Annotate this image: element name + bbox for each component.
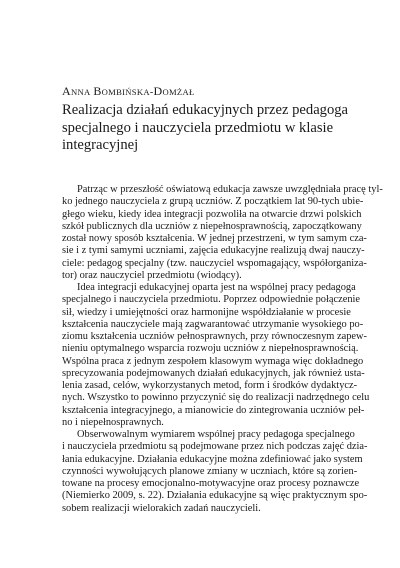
title-line: integracyjnej — [62, 137, 139, 153]
text-line: Wspólna praca z jednym zespołem klasowym wymaga więc dokładnego — [62, 355, 364, 367]
text-line: ko jednego nauczyciela z grupą uczniów. Z początkiem lat 90-tych ubie- — [62, 196, 364, 208]
text-line: sprecyzowania podejmowanych działań edukacyjnych, jak również usta- — [62, 367, 365, 379]
text-line: sobem realizacji wielorakich zadań nauczycieli. — [62, 502, 261, 514]
author-name: ANNA BOMBIŃSKA-DOMŻAŁ — [62, 84, 195, 98]
text-line: ziomu kształcenia uczniów pełnosprawnych, przy równoczesnym zapew- — [62, 331, 367, 342]
paragraph-1 — [62, 184, 383, 282]
text-line: nieniu optymalnego wsparcia rozwoju uczniów z niepełnosprawnością. — [62, 343, 359, 355]
text-line: ciele: pedagog specjalny (tzw. nauczyciel wspomagający, współorganiza- — [62, 257, 367, 269]
text-line: towane na procesy emocjonalno-motywacyjne oraz procesy poznawcze — [62, 478, 360, 489]
text-line: kształcenia nauczyciele mają zagwarantować utrzymanie wysokiego po- — [62, 318, 364, 330]
text-line: sie i z tymi samymi uczniami, zajęcia edukacyjne realizują dwaj nauczy- — [62, 245, 365, 257]
article-body — [62, 184, 383, 515]
text-line: nych. Wszystko to powinno przyczynić się do realizacji nadrzędnego celu — [62, 392, 370, 404]
paragraph-2 — [62, 282, 370, 429]
title-line: specjalnego i nauczyciela przedmiotu w klasie — [62, 119, 334, 136]
text-line: sił, wiedzy i umiejętności oraz harmonijne współdziałanie w procesie — [62, 306, 351, 318]
text-line: został nowy sposób kształcenia. W jednej przestrzeni, w tym samym cza- — [62, 233, 367, 244]
title-line: Realizacja działań edukacyjnych przez pedagoga — [62, 102, 349, 118]
text-line: szkół publicznych dla uczniów z niepełnosprawnością, zapoczątkowany — [62, 220, 362, 232]
text-line: głego wieku, kiedy idea integracji pozwoliła na otwarcie drzwi polskich — [62, 208, 362, 220]
text-line: Obserwowalnym wymiarem wspólnej pracy pedagoga specjalnego — [77, 429, 355, 440]
text-line: tor) oraz nauczyciel przedmiotu (wiodący). — [62, 269, 242, 281]
text-line: no i niepełnosprawnych. — [62, 416, 164, 428]
text-line: Patrząc w przeszłość oświatową edukacja zawsze uwzględniała pracę tyl- — [77, 184, 383, 195]
text-line: (Niemierko 2009, s. 22). Działania edukacyjne są więc praktycznym spo- — [62, 490, 368, 502]
text-line: lenia zasad, celów, wykorzystanych metod, form i środków dydaktycz- — [62, 380, 358, 391]
text-line: łania edukacyjne. Działania edukacyjne można zdefiniować jako system — [62, 453, 363, 465]
paragraph-3 — [62, 429, 368, 515]
text-line: Idea integracji edukacyjnej oparta jest na wspólnej pracy pedagoga — [77, 282, 356, 293]
text-line: specjalnego i nauczyciela przedmiotu. Poprzez odpowiednie połączenie — [62, 294, 361, 306]
article-title — [62, 102, 362, 155]
text-line: kształcenia integracyjnego, a mianowicie do zintegrowania uczniów peł- — [62, 404, 365, 416]
text-line: czynności wywołujących planowe zmiany w uczniach, które są zorien- — [62, 465, 358, 477]
text-line: i nauczyciela przedmiotu są podejmowane przez nich podczas zajęć dzia- — [62, 441, 368, 453]
